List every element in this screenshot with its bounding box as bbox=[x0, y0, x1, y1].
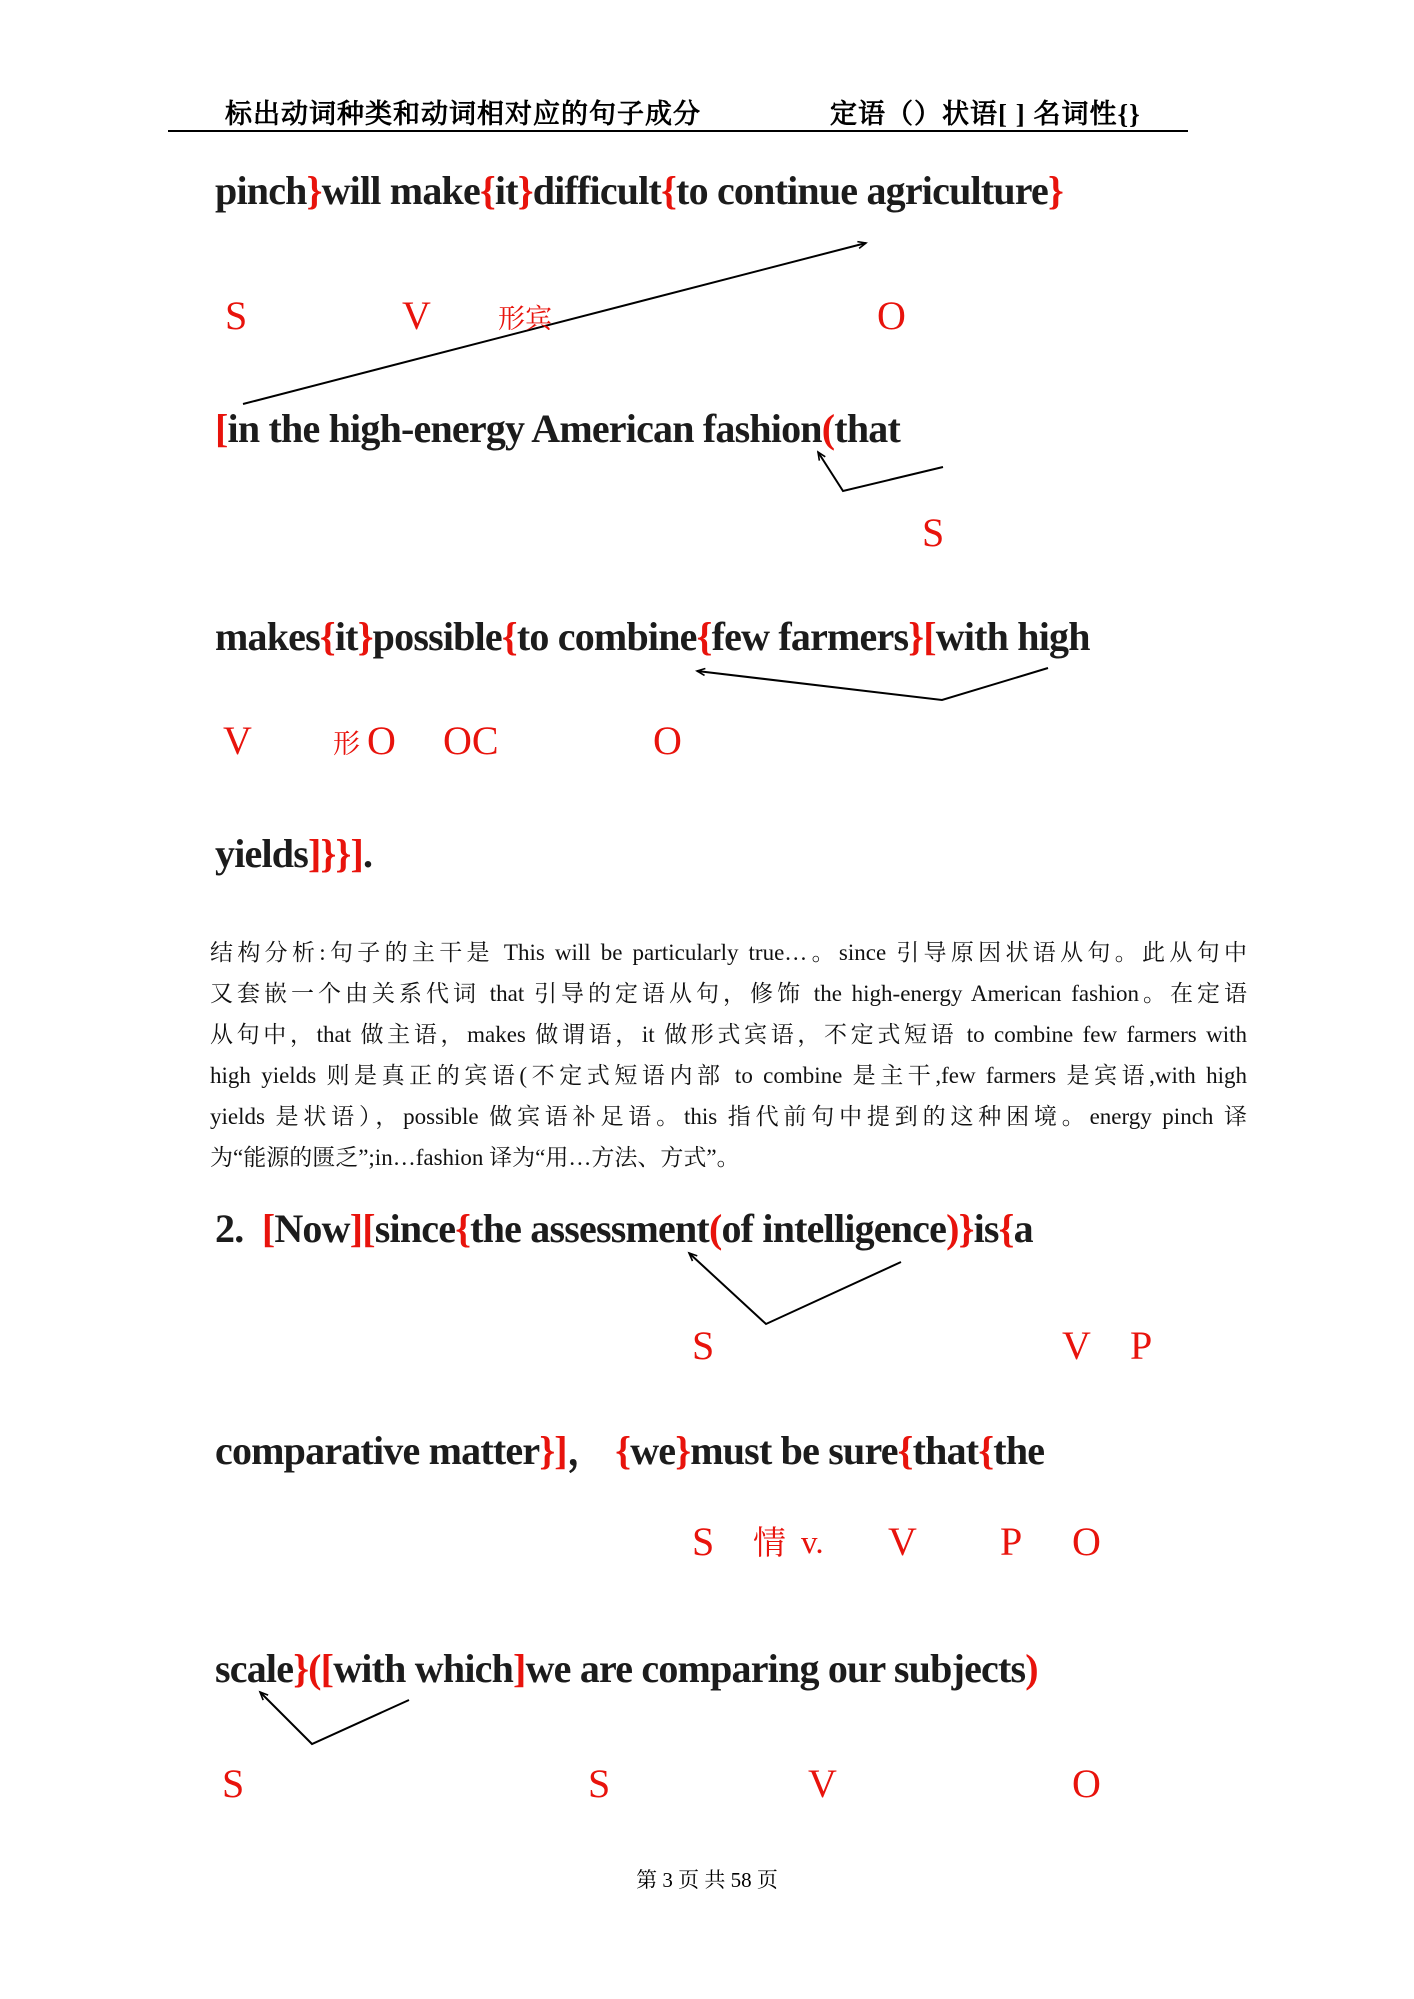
bracket-marker: { bbox=[998, 1206, 1014, 1251]
header-rule bbox=[168, 130, 1188, 132]
analysis-paragraph bbox=[210, 932, 1247, 1178]
page-number-footer: 第 3 页 共 58 页 bbox=[636, 1868, 778, 1892]
grammar-label: 形 bbox=[333, 729, 360, 759]
sentence-text: Now bbox=[274, 1206, 350, 1251]
bracket-marker: { bbox=[501, 614, 517, 659]
bracket-marker: { bbox=[479, 168, 495, 213]
bracket-marker: } bbox=[908, 614, 924, 659]
grammar-label: v. bbox=[801, 1525, 824, 1561]
analysis-line: yields 是状语），possible 做宾语补足语。this 指代前句中提到的这种困境。energy pinch 译 bbox=[210, 1104, 1247, 1129]
sentence-text: it bbox=[494, 168, 518, 213]
bracket-marker: ] bbox=[513, 1646, 526, 1691]
sentence-text: with high bbox=[935, 614, 1090, 659]
bracket-marker: } bbox=[306, 168, 322, 213]
arrow-to-assessment bbox=[689, 1253, 901, 1324]
sentence-text: it bbox=[334, 614, 358, 659]
grammar-label: S bbox=[588, 1761, 611, 1806]
grammar-label: V bbox=[888, 1519, 917, 1564]
header-legend-right: 定语（）状语[ ] 名词性{} bbox=[830, 99, 1141, 129]
sentence-text: ， bbox=[566, 1428, 616, 1473]
sentence-text: of intelligence bbox=[721, 1206, 947, 1251]
sentence-text: that bbox=[912, 1428, 979, 1473]
bracket-marker: } bbox=[517, 168, 533, 213]
grammar-label: O bbox=[1072, 1519, 1101, 1564]
sentence-text: the bbox=[993, 1428, 1045, 1473]
bracket-marker: { bbox=[978, 1428, 994, 1473]
bracket-marker: ][ bbox=[349, 1206, 375, 1251]
sentence-text: we bbox=[630, 1428, 676, 1473]
sentence-text: with which bbox=[333, 1646, 514, 1691]
sentence-text: in the high-energy American fashion bbox=[227, 406, 822, 451]
grammar-label: S bbox=[692, 1323, 715, 1368]
sentence-text: scale bbox=[215, 1646, 294, 1691]
bracket-marker: ( bbox=[708, 1206, 722, 1251]
grammar-label: S bbox=[225, 293, 248, 338]
header-title-left: 标出动词种类和动词相对应的句子成分 bbox=[225, 99, 701, 129]
grammar-label: O bbox=[877, 293, 906, 338]
bracket-marker: ) bbox=[1025, 1646, 1038, 1691]
grammar-label: V bbox=[1062, 1323, 1091, 1368]
sentence-text: yields bbox=[215, 831, 308, 876]
bracket-marker: ( bbox=[821, 406, 835, 451]
sentence-line-5 bbox=[215, 1206, 1033, 1252]
grammar-label: S bbox=[692, 1519, 715, 1564]
arrow-to-scale bbox=[260, 1692, 409, 1744]
sentence-text: . bbox=[362, 831, 373, 876]
sentence-line-6 bbox=[215, 1428, 1044, 1474]
grammar-label: O bbox=[367, 718, 396, 763]
sentence-text: will make bbox=[321, 168, 480, 213]
sentence-text: that bbox=[834, 406, 900, 451]
sentence-text: few farmers bbox=[711, 614, 909, 659]
grammar-label: S bbox=[922, 510, 945, 555]
grammar-label: S bbox=[222, 1761, 245, 1806]
analysis-line: 从句中，that 做主语，makes 做谓语，it 做形式宾语，不定式短语 to combine few farmers with bbox=[210, 1022, 1247, 1047]
sentence-text: must be sure bbox=[690, 1428, 898, 1473]
sentence-line-3 bbox=[215, 614, 1090, 660]
sentence-text: 2. bbox=[215, 1206, 262, 1251]
sentence-line-2 bbox=[215, 406, 900, 452]
sentence-text: since bbox=[374, 1206, 456, 1251]
arrow-to-real-object bbox=[243, 243, 866, 404]
arrow-to-fashion bbox=[818, 452, 943, 491]
grammar-label: P bbox=[1130, 1323, 1153, 1368]
grammar-label: 情 bbox=[753, 1526, 786, 1562]
bracket-marker: }([ bbox=[293, 1646, 334, 1691]
analysis-line: 结构分析:句子的主干是 This will be particularly true…。since 引导原因状语从句。此从句中 bbox=[210, 940, 1247, 965]
analysis-line: 又套嵌一个由关系代词 that 引导的定语从句，修饰 the high-energy American fashion。在定语 bbox=[210, 981, 1247, 1006]
bracket-marker: { bbox=[455, 1206, 471, 1251]
sentence-line-7 bbox=[215, 1646, 1038, 1692]
sentence-text: comparative matter bbox=[215, 1428, 540, 1473]
analysis-line: high yields 则是真正的宾语(不定式短语内部 to combine 是主干,few farmers 是宾语,with high bbox=[210, 1063, 1247, 1088]
bracket-marker: [ bbox=[923, 614, 936, 659]
sentence-text: makes bbox=[215, 614, 320, 659]
sentence-text: the assessment bbox=[470, 1206, 709, 1251]
sentence-text: to combine bbox=[516, 614, 697, 659]
bracket-marker: ]}}] bbox=[308, 831, 363, 876]
bracket-marker: } bbox=[675, 1428, 691, 1473]
bracket-marker: )} bbox=[946, 1206, 974, 1251]
arrow-to-combine bbox=[697, 668, 1048, 700]
bracket-marker: } bbox=[1047, 168, 1063, 213]
analysis-line: 为“能源的匮乏”;in…fashion 译为“用…方法、方式”。 bbox=[210, 1145, 740, 1170]
sentence-line-4 bbox=[215, 831, 372, 877]
sentence-text: pinch bbox=[215, 168, 307, 213]
grammar-label: O bbox=[653, 718, 682, 763]
grammar-label: OC bbox=[443, 718, 499, 763]
bracket-marker: [ bbox=[215, 406, 228, 451]
grammar-label: O bbox=[1072, 1761, 1101, 1806]
grammar-label: V bbox=[808, 1761, 837, 1806]
sentence-text: possible bbox=[372, 614, 502, 659]
grammar-label: V bbox=[223, 718, 252, 763]
grammar-label: V bbox=[402, 293, 431, 338]
sentence-text: a bbox=[1013, 1206, 1033, 1251]
bracket-marker: { bbox=[661, 168, 677, 213]
bracket-marker: } bbox=[357, 614, 373, 659]
sentence-text: we are comparing our subjects bbox=[525, 1646, 1026, 1691]
sentence-text: difficult bbox=[532, 168, 662, 213]
bracket-marker: { bbox=[319, 614, 335, 659]
bracket-marker: { bbox=[615, 1428, 631, 1473]
grammar-label: 形宾 bbox=[498, 304, 552, 334]
bracket-marker: [ bbox=[261, 1206, 275, 1251]
bracket-marker: { bbox=[897, 1428, 913, 1473]
grammar-label: P bbox=[1000, 1519, 1023, 1564]
sentence-line-1 bbox=[215, 168, 1063, 214]
bracket-marker: { bbox=[696, 614, 712, 659]
sentence-text: is bbox=[973, 1206, 999, 1251]
bracket-marker: }] bbox=[539, 1428, 567, 1473]
sentence-text: to continue agriculture bbox=[676, 168, 1048, 213]
